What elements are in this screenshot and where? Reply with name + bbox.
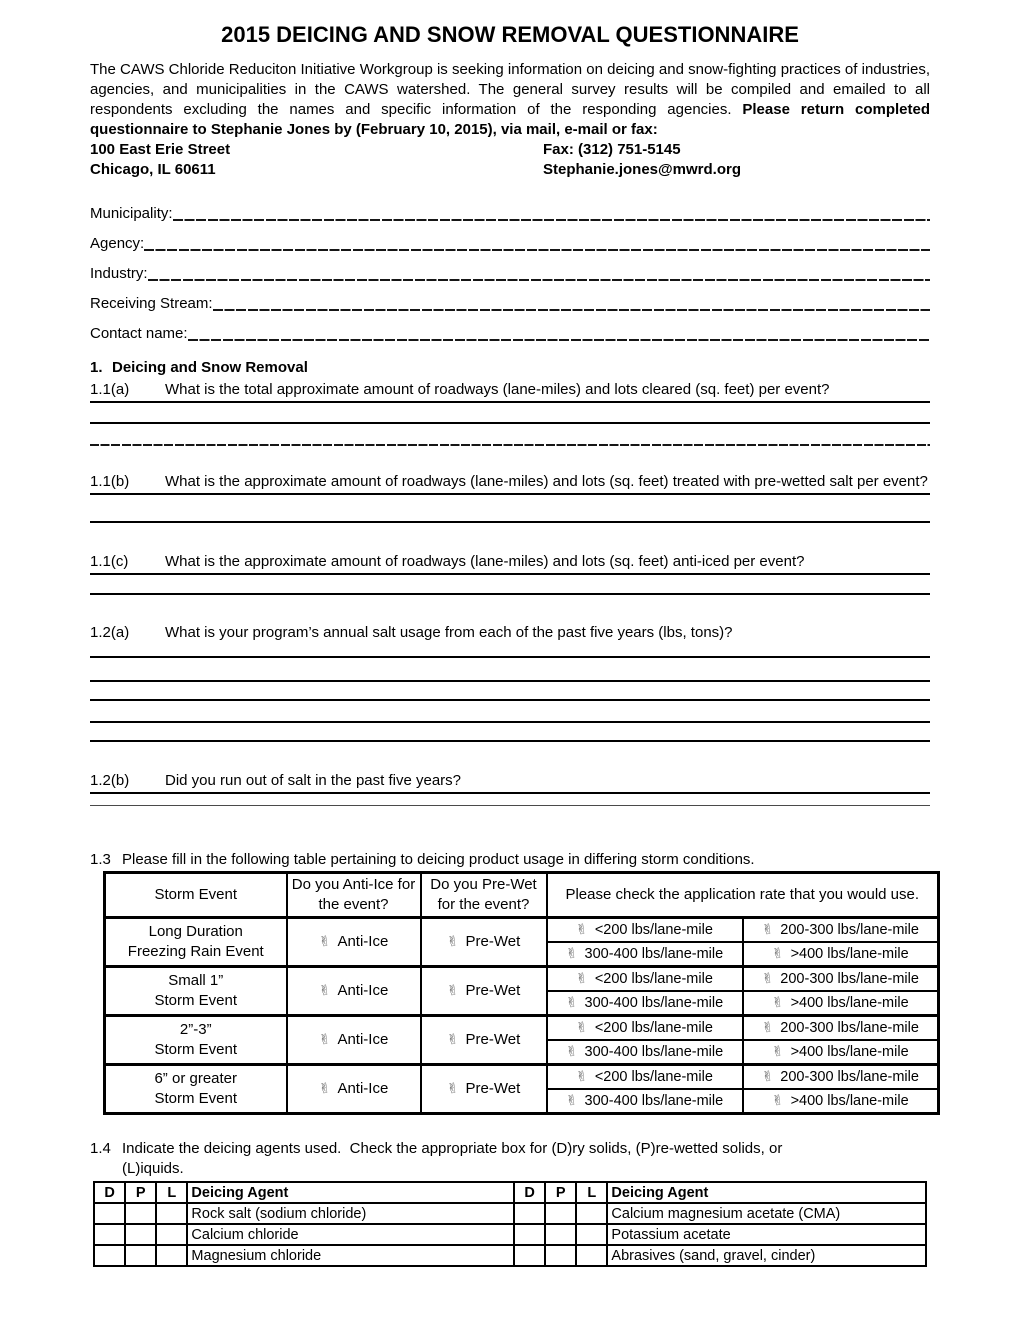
- agent-name: Potassium acetate: [607, 1224, 926, 1245]
- rate-option-gt400[interactable]: [743, 1089, 939, 1114]
- checkbox-icon: ✌: [317, 1031, 332, 1049]
- deicing-agents-table: [93, 1181, 927, 1267]
- table-row: [105, 967, 939, 992]
- storm-event-line2: Storm Event: [154, 992, 238, 1009]
- checkbox-icon: ✌: [445, 1080, 460, 1098]
- storm-event-line2: Storm Event: [154, 1090, 238, 1107]
- rate-label: <200 lbs/lane-mile: [594, 1020, 713, 1036]
- deicing-agent-column-header: Deicing Agent: [607, 1182, 926, 1203]
- checkbox-icon: ✌: [575, 1019, 589, 1037]
- storm-event-line2: Freezing Rain Event: [127, 943, 264, 960]
- storm-event-label: [105, 918, 287, 967]
- rate-option-lt200[interactable]: [547, 967, 743, 992]
- rate-label: 200-300 lbs/lane-mile: [780, 971, 919, 987]
- question-1-4-text-line1: Indicate the deicing agents used. Check the appropriate box for (D)ry solids, (P)re-wetted solids, or: [122, 1140, 783, 1157]
- question-1-1a-text: What is the total approximate amount of roadways (lane-miles) and lots cleared (sq. feet) per event?: [165, 381, 830, 398]
- rate-option-gt400[interactable]: [743, 1040, 939, 1065]
- answer-line[interactable]: [90, 721, 930, 723]
- question-1-3: [90, 850, 930, 870]
- rate-label: >400 lbs/lane-mile: [790, 1093, 909, 1109]
- rate-option-200-300[interactable]: [743, 918, 939, 943]
- pre-wet-label: Pre-Wet: [465, 1031, 521, 1048]
- pre-wet-label: Pre-Wet: [465, 1080, 521, 1097]
- rate-option-300-400[interactable]: [547, 991, 743, 1016]
- table-row: [94, 1224, 926, 1245]
- storm-event-line1: 6” or greater: [154, 1070, 238, 1087]
- receiving-stream-input-line[interactable]: [213, 309, 930, 311]
- question-1-4-number: 1.4: [90, 1140, 111, 1157]
- agent-name: Abrasives (sand, gravel, cinder): [607, 1245, 926, 1266]
- answer-line[interactable]: [90, 680, 930, 682]
- section-1-heading: [90, 358, 930, 378]
- rate-label: <200 lbs/lane-mile: [594, 1069, 713, 1085]
- answer-line[interactable]: [90, 699, 930, 701]
- rate-label: 300-400 lbs/lane-mile: [584, 1044, 724, 1060]
- rate-option-gt400[interactable]: [743, 991, 939, 1016]
- storm-conditions-table: [103, 871, 940, 1115]
- agent-checkbox-p[interactable]: [545, 1224, 576, 1245]
- agent-name: Magnesium chloride: [187, 1245, 514, 1266]
- pre-wet-checkbox[interactable]: [421, 918, 547, 967]
- question-1-2a-number: 1.2(a): [90, 624, 130, 641]
- pre-wet-checkbox[interactable]: [421, 1016, 547, 1065]
- answer-line[interactable]: [90, 444, 930, 446]
- rate-label: 200-300 lbs/lane-mile: [780, 1020, 919, 1036]
- agent-checkbox-l[interactable]: [576, 1203, 607, 1224]
- agent-checkbox-p[interactable]: [125, 1224, 156, 1245]
- anti-ice-label: Anti-Ice: [337, 982, 389, 999]
- answer-line[interactable]: [90, 593, 930, 595]
- municipality-label: Municipality:: [90, 205, 173, 222]
- anti-ice-checkbox[interactable]: [287, 1016, 421, 1065]
- section-1-title: Deicing and Snow Removal: [112, 359, 308, 376]
- question-1-1c: [90, 552, 930, 575]
- checkbox-icon: ✌: [445, 1031, 460, 1049]
- anti-ice-checkbox[interactable]: [287, 967, 421, 1016]
- agent-checkbox-d[interactable]: [94, 1245, 125, 1266]
- agent-checkbox-l[interactable]: [576, 1224, 607, 1245]
- municipality-input-line[interactable]: [173, 219, 930, 221]
- storm-event-line1: Small 1”: [168, 972, 224, 989]
- checkbox-icon: ✌: [317, 982, 332, 1000]
- industry-input-line[interactable]: [148, 279, 930, 281]
- storm-event-line2: Storm Event: [154, 1041, 238, 1058]
- storm-table-header-row: [105, 873, 939, 918]
- answer-line[interactable]: [90, 740, 930, 742]
- agent-checkbox-d[interactable]: [514, 1245, 545, 1266]
- checkbox-icon: ✌: [760, 921, 775, 939]
- intro-text: The CAWS Chloride Reduciton Initiative Workgroup is seeking information on deicing and snow-fighting practices of industries, agencies, and municipalities in the CAWS watershed. The general survey results will be compiled and emailed to all respondents excluding the names and specific information of the responding agencies.: [90, 61, 930, 118]
- agent-name: Calcium chloride: [187, 1224, 514, 1245]
- rate-option-300-400[interactable]: [547, 942, 743, 967]
- anti-ice-label: Anti-Ice: [337, 1031, 389, 1048]
- checkbox-icon: ✌: [575, 921, 589, 939]
- rate-option-lt200[interactable]: [547, 1065, 743, 1090]
- pre-wet-checkbox[interactable]: [421, 1065, 547, 1114]
- checkbox-icon: ✌: [317, 1080, 332, 1098]
- checkbox-icon: ✌: [564, 945, 579, 963]
- rate-label: >400 lbs/lane-mile: [790, 995, 909, 1011]
- question-1-2a: [90, 623, 930, 643]
- email-address: Stephanie.jones@mwrd.org: [543, 161, 741, 178]
- rate-label: 200-300 lbs/lane-mile: [780, 922, 919, 938]
- question-1-1a-number: 1.1(a): [90, 381, 130, 398]
- checkbox-icon: ✌: [564, 1092, 579, 1110]
- checkbox-icon: ✌: [575, 1068, 589, 1086]
- rate-option-300-400[interactable]: [547, 1040, 743, 1065]
- checkbox-icon: ✌: [770, 1092, 785, 1110]
- question-1-4: [90, 1139, 930, 1179]
- checkbox-icon: ✌: [770, 994, 785, 1012]
- address-line2: Chicago, IL 60611: [90, 161, 216, 178]
- intro-paragraph: [90, 60, 930, 140]
- question-1-4-text-line2: (L)iquids.: [122, 1160, 184, 1177]
- checkbox-icon: ✌: [445, 933, 460, 951]
- storm-event-line1: 2”-3”: [179, 1021, 212, 1038]
- checkbox-icon: ✌: [317, 933, 332, 951]
- receiving-stream-field: [90, 286, 930, 316]
- question-1-1b: [90, 472, 930, 495]
- rate-label: 200-300 lbs/lane-mile: [780, 1069, 919, 1085]
- pre-wet-label: Pre-Wet: [465, 933, 521, 950]
- table-row: [105, 1016, 939, 1041]
- storm-event-column-header: Storm Event: [105, 873, 287, 918]
- question-1-2a-text: What is your program’s annual salt usage from each of the past five years (lbs, tons)?: [165, 624, 733, 641]
- pre-wet-checkbox[interactable]: [421, 967, 547, 1016]
- anti-ice-label: Anti-Ice: [337, 933, 389, 950]
- rate-option-200-300[interactable]: [743, 1016, 939, 1041]
- rate-label: <200 lbs/lane-mile: [594, 922, 713, 938]
- checkbox-icon: ✌: [770, 945, 785, 963]
- anti-ice-column-header: Do you Anti-Ice for the event?: [287, 873, 421, 918]
- answer-line[interactable]: [90, 805, 930, 806]
- agent-name: Rock salt (sodium chloride): [187, 1203, 514, 1224]
- dry-column-header: D: [94, 1182, 125, 1203]
- section-1-number: 1.: [90, 359, 103, 376]
- identification-fields: [90, 196, 930, 346]
- table-row: [105, 918, 939, 943]
- rate-option-200-300[interactable]: [743, 1065, 939, 1090]
- document-title: 2015 DEICING AND SNOW REMOVAL QUESTIONNAIRE: [221, 22, 799, 47]
- liquid-column-header: L: [576, 1182, 607, 1203]
- agent-checkbox-p[interactable]: [125, 1245, 156, 1266]
- rate-label: >400 lbs/lane-mile: [790, 1044, 909, 1060]
- contact-name-field: [90, 316, 930, 346]
- rate-option-300-400[interactable]: [547, 1089, 743, 1114]
- storm-event-label: [105, 1016, 287, 1065]
- agent-checkbox-p[interactable]: [125, 1203, 156, 1224]
- agent-checkbox-d[interactable]: [514, 1224, 545, 1245]
- checkbox-icon: ✌: [564, 994, 579, 1012]
- contact-name-label: Contact name:: [90, 325, 188, 342]
- agency-input-line[interactable]: [144, 249, 930, 251]
- question-1-1b-number: 1.1(b): [90, 473, 130, 490]
- rate-option-gt400[interactable]: [743, 942, 939, 967]
- table-row: [94, 1245, 926, 1266]
- answer-line[interactable]: [90, 656, 930, 658]
- agent-checkbox-p[interactable]: [545, 1245, 576, 1266]
- question-1-2b-text: Did you run out of salt in the past five years?: [165, 772, 461, 789]
- question-1-3-text: Please fill in the following table pertaining to deicing product usage in differing storm conditions.: [122, 851, 755, 868]
- rate-label: <200 lbs/lane-mile: [594, 971, 713, 987]
- rate-option-lt200[interactable]: [547, 1016, 743, 1041]
- pre-wet-label: Pre-Wet: [465, 982, 521, 999]
- dry-column-header: D: [514, 1182, 545, 1203]
- prewetted-column-header: P: [125, 1182, 156, 1203]
- table-row: [105, 1065, 939, 1090]
- application-rate-column-header: Please check the application rate that you would use.: [547, 873, 939, 918]
- agents-table-header-row: [94, 1182, 926, 1203]
- municipality-field: [90, 196, 930, 226]
- question-1-2b: [90, 771, 930, 794]
- checkbox-icon: ✌: [445, 982, 460, 1000]
- prewetted-column-header: P: [545, 1182, 576, 1203]
- question-1-2b-number: 1.2(b): [90, 772, 130, 789]
- anti-ice-label: Anti-Ice: [337, 1080, 389, 1097]
- storm-event-line1: Long Duration: [148, 923, 243, 940]
- rate-label: 300-400 lbs/lane-mile: [584, 946, 724, 962]
- storm-event-label: [105, 1065, 287, 1114]
- answer-line[interactable]: [90, 521, 930, 523]
- contact-block-row2: [90, 160, 930, 180]
- checkbox-icon: ✌: [760, 970, 775, 988]
- agency-label: Agency:: [90, 235, 145, 252]
- rate-label: 300-400 lbs/lane-mile: [584, 1093, 724, 1109]
- agent-checkbox-l[interactable]: [156, 1224, 187, 1245]
- anti-ice-checkbox[interactable]: [287, 1065, 421, 1114]
- anti-ice-checkbox[interactable]: [287, 918, 421, 967]
- deicing-agent-column-header: Deicing Agent: [187, 1182, 514, 1203]
- fax-number: Fax: (312) 751-5145: [543, 141, 681, 158]
- agent-checkbox-l[interactable]: [156, 1203, 187, 1224]
- question-1-1c-text: What is the approximate amount of roadways (lane-miles) and lots (sq. feet) anti-iced per event?: [165, 553, 805, 570]
- storm-event-label: [105, 967, 287, 1016]
- industry-field: [90, 256, 930, 286]
- contact-block-row1: [90, 140, 930, 160]
- checkbox-icon: ✌: [575, 970, 589, 988]
- table-row: [94, 1203, 926, 1224]
- return-instructions: Please return completed questionnaire to Stephanie Jones by (February 10, 2015), via mail, e-mail or fax:: [90, 101, 930, 138]
- question-1-3-number: 1.3: [90, 851, 111, 868]
- checkbox-icon: ✌: [770, 1043, 785, 1061]
- agent-checkbox-l[interactable]: [156, 1245, 187, 1266]
- agent-checkbox-p[interactable]: [545, 1203, 576, 1224]
- rate-option-lt200[interactable]: [547, 918, 743, 943]
- checkbox-icon: ✌: [760, 1019, 775, 1037]
- checkbox-icon: ✌: [760, 1068, 775, 1086]
- agent-checkbox-l[interactable]: [576, 1245, 607, 1266]
- liquid-column-header: L: [156, 1182, 187, 1203]
- contact-name-input-line[interactable]: [188, 339, 930, 341]
- question-1-1c-number: 1.1(c): [90, 553, 129, 570]
- agent-name: Calcium magnesium acetate (CMA): [607, 1203, 926, 1224]
- address-line1: 100 East Erie Street: [90, 141, 231, 158]
- agency-field: [90, 226, 930, 256]
- checkbox-icon: ✌: [564, 1043, 579, 1061]
- rate-label: 300-400 lbs/lane-mile: [584, 995, 724, 1011]
- agent-checkbox-d[interactable]: [94, 1203, 125, 1224]
- question-1-1a: [90, 380, 930, 403]
- rate-label: >400 lbs/lane-mile: [790, 946, 909, 962]
- agent-checkbox-d[interactable]: [514, 1203, 545, 1224]
- industry-label: Industry:: [90, 265, 148, 282]
- receiving-stream-label: Receiving Stream:: [90, 295, 213, 312]
- agent-checkbox-d[interactable]: [94, 1224, 125, 1245]
- answer-line[interactable]: [90, 422, 930, 424]
- rate-option-200-300[interactable]: [743, 967, 939, 992]
- pre-wet-column-header: Do you Pre-Wet for the event?: [421, 873, 547, 918]
- question-1-1b-text: What is the approximate amount of roadways (lane-miles) and lots (sq. feet) treated with pre-wetted salt per event?: [165, 473, 928, 490]
